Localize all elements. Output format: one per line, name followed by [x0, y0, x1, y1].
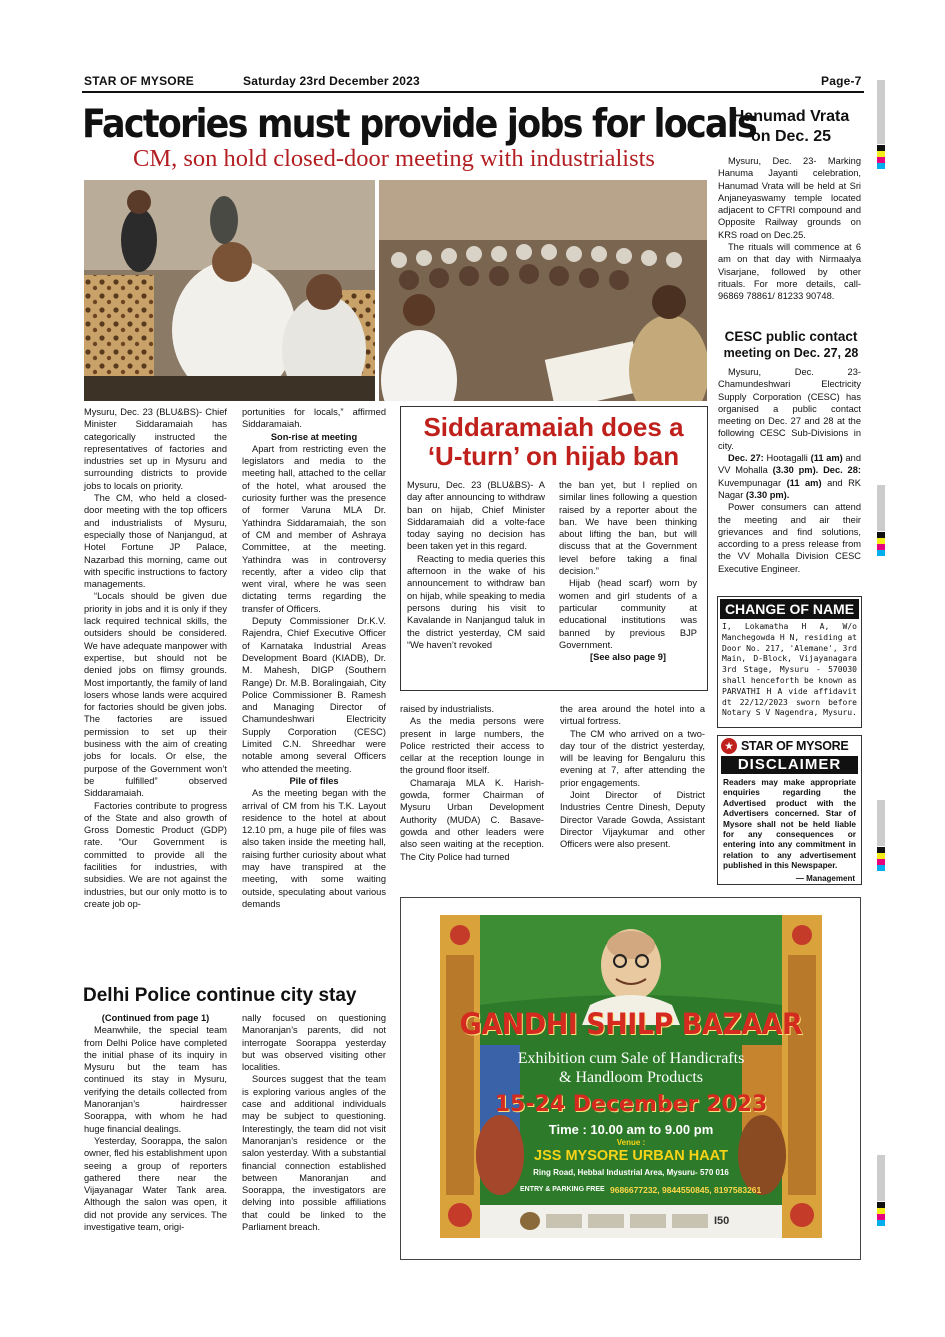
ad-title: GANDHI SHILP BAZAAR [459, 1007, 803, 1042]
cesc-d28-label: Dec. 28: [823, 465, 861, 476]
photo-audience [379, 180, 707, 401]
cesc-headline-line1: CESC public contact [724, 329, 858, 344]
cesc-d27-label: Dec. 27: [728, 453, 764, 464]
sponsor-logo-icon [588, 1214, 624, 1228]
hijab-b-p1: the ban yet, but I replied on similar lines following a question raised by a reporter about the ban. We have been thinking about lifting the ban, but will discuss that at the Government level before taking a final decision.” [559, 480, 697, 577]
lead-col1-p4: Factories contribute to progress of the State and also growth of Gross Domestic Product (GDP) rate. “Our Government is committed to provide all the facilities for industries, with subsidies. We are not against the industries, but our only motto is to create job op- [84, 800, 227, 909]
lead-headline: Factories must provide jobs for locals [82, 102, 756, 148]
ad-line2: & Handloom Products [559, 1069, 703, 1086]
lead-cont-col-b [560, 703, 705, 851]
cesc-d27-place-b: and VV Mohalla [718, 453, 861, 476]
photo-audience-image [379, 180, 707, 401]
change-of-name-body: I, Lokamatha H A, W/o Manchegowda H N, residing at Door No. 217, 'Alemane', 3rd Main, D-Block, Vijayanagara 3rd Stage, Mysuru - 570030 shall henceforth be known as PARVATHI H A vide affidavit dt 22/12/2023 sworn before Notary S V Nagendra, Mysuru. [722, 622, 857, 718]
delhi-continued-label: (Continued from page 1) [101, 1013, 210, 1023]
ad-venue-label: Venue : [616, 1138, 646, 1147]
hanumad-headline-line1: Hanumad Vrata [732, 108, 850, 125]
cesc-p2 [718, 452, 861, 501]
hijab-box [400, 406, 708, 691]
cesc-d27-time-b: (3.30 pm). [772, 465, 819, 476]
ad-time: Time : 10.00 am to 9.00 pm [548, 1122, 714, 1137]
hijab-see-also: [See also page 9] [590, 652, 666, 663]
cesc-d27-time-a: (11 am) [810, 453, 843, 464]
lead-col1-p3: “Locals should be given due priority in jobs and it is only if they lack required technical skills, the outsiders should be considered. We have adequate manpower with expertise, but should not be denied jobs on flimsy grounds. Most importantly, the family of land losers whose lands were acquired for factories should be given jobs. The factories are issued permission to set up their business with the aim of creating jobs for locals. Or else, the purpose of the Government won’t be fulfilled” observed Siddaramaiah. [84, 591, 227, 799]
sponsor-logo-icon [546, 1214, 582, 1228]
cmyk-marks-1 [877, 145, 885, 169]
cesc-p1: Mysuru, Dec. 23- Chamundeshwari Electricity Supply Corporation (CESC) has organised a public contact meeting on Dec. 27 and 28 at the following CESC Sub-Divisions in city. [718, 367, 861, 451]
cont-b-p2: The CM who arrived on a two-day tour of the district yesterday, will be leaving for Bengaluru this evening at 7, after attending the prior engagements. [560, 728, 705, 788]
delhi-a-p2: Yesterday, Soorappa, the salon owner, fled his establishment upon seeing a group of reporters gathered there near the Vijayanagar Water Tank area. Although the salon was open, it did not provide any services. The investigative team, origi- [84, 1135, 227, 1233]
sponsor-logo-icon [630, 1214, 666, 1228]
cesc-d28-time-b: (3.30 pm). [745, 489, 790, 500]
disclaimer-brand-row [718, 736, 861, 754]
ad-address: Ring Road, Hebbal Industrial Area, Mysuru- 570 016 [533, 1168, 729, 1177]
cont-a-p3: Chamaraja MLA K. Harish-gowda, former Chairman of Mysuru Urban Development Authority (MUDA) C. Basave-gowda and other leaders were also seen waiting at the reception. The City Police had turned [400, 777, 544, 862]
cmyk-marks-4 [877, 1202, 885, 1226]
lead-col2-b-p1: As the meeting began with the arrival of CM from his T.K. Layout residence to the hotel at about 12.10 pm, a huge pile of files was also taken inside the meeting hall, raising further curiosity about what may have transpired at the meeting, with some waiting outside, speculating about various demands [242, 788, 386, 909]
cont-b-p3: Joint Director of District Industries Centre Dinesh, Deputy Director Varade Gowda, Assistant Director Vijaykumar and other Officers were also present. [560, 790, 705, 850]
ad-subtitle [440, 1049, 822, 1087]
lead-cont-col-a [400, 703, 544, 863]
hijab-headline [401, 413, 706, 471]
ad-frame [400, 897, 861, 1260]
cesc-d28-place-b: and RK Nagar [718, 477, 861, 500]
paper-name: STAR OF MYSORE [84, 74, 194, 88]
ad-sponsor-logos [520, 1208, 742, 1233]
subhead-son-rise: Son-rise at meeting [270, 431, 358, 442]
delhi-col-a [84, 1012, 227, 1233]
cont-a-p1: raised by industrialists. [400, 704, 495, 714]
ad-line1: Exhibition cum Sale of Handicrafts [517, 1050, 745, 1067]
lead-col2-a-p1: Apart from restricting even the legislators and media to the meeting hall, attached to the cellar of the hotel, what aroused the curiosity further was the presence of former Varuna MLA Dr. Yathindra Siddaramaiah, the son of CM and member of Ashraya Committee, at the meeting. Yathindra was in controversy recently, after a video clip that went viral, where he was seen dictating terms regarding the transfer of Officers. [242, 443, 386, 614]
issue-date: Saturday 23rd December 2023 [243, 74, 420, 88]
photo-cm-meeting-image [84, 180, 375, 401]
print-gray-bar [877, 485, 885, 531]
hanumad-p2: The rituals will commence at 6 am on that day with Nirmaalya Visarjane, followed by other rituals. For more details, call- 96869 78861/ 81233 90748. [718, 242, 861, 302]
print-gray-bar [877, 80, 885, 144]
change-of-name-box [717, 596, 862, 728]
hanumad-headline [717, 107, 865, 147]
disclaimer-body: Readers may make appropriate enquiries regarding the Advertised product with the Advertisers concerned. Star of Mysore shall not be held liable for any consequences or entering into any commitment in relation to any advertisement published in this Newspaper. [723, 777, 856, 871]
hanumad-headline-line2: on Dec. 25 [750, 128, 832, 145]
hijab-col-b [559, 479, 697, 663]
emblem-logo-icon [520, 1212, 540, 1230]
hijab-b-p2: Hijab (head scarf) worn by women and girl students of a particular community at educational institutions was banned by previous BJP Government. [559, 578, 697, 650]
hijab-col-a [407, 479, 545, 651]
cesc-headline-line2: meeting on Dec. 27, 28 [723, 346, 859, 360]
lead-col1-p2: The CM, who held a closed-door meeting with the top officers and industrialists of Mysuru, especially those of Nanjangud, at Hotel Fortune JP Palace, Nazarbad this morning, came out with specific instructions to factory managements. [84, 493, 227, 590]
cesc-d28-time-a: (11 am) [786, 477, 822, 488]
hijab-headline-line1: Siddaramaiah does a [423, 412, 684, 442]
hijab-a-p1: Mysuru, Dec. 23 (BLU&BS)- A day after announcing to withdraw ban on hijab, Chief Minister Siddaramaiah did a volte-face today saying no decision has been taken yet in this regard. [407, 480, 545, 552]
subhead-pile-of-files: Pile of files [289, 775, 339, 786]
cesc-d27-place-a: Hootagalli [766, 453, 808, 464]
disclaimer-sign: — Management [795, 873, 855, 883]
sponsor-logo-icon [672, 1214, 708, 1228]
cont-a-p2: As the media persons were present in large numbers, the Police restricted their access to cellar at the reception lounge in the ground floor itself. [400, 716, 544, 776]
delhi-b-p1: nally focused on questioning Manoranjan’s parents, did not interrogate Soorappa yesterday but was observed visiting other localities. [242, 1013, 386, 1073]
lead-body-col1 [84, 406, 227, 910]
ad-dates: 15-24 December 2023 [494, 1092, 768, 1117]
lead-col1-p1: Mysuru, Dec. 23 (BLU&BS)- Chief Minister Siddaramaiah has categorically instructed the representatives of factories and industries set up in Mysuru and surrounding districts to provide jobs to locals on priority. [84, 407, 227, 491]
cmyk-marks-3 [877, 847, 885, 871]
delhi-a-p1: Meanwhile, the special team from Delhi Police have completed the initial phase of its inquiry in Mysuru but the team has continued its stay in Mysuru, verifying the details collected from Manoranjan’s hairdresser Soorappa, with whom he had huge financial dealings. [84, 1025, 227, 1134]
lead-subhead: CM, son hold closed-door meeting with industrialists [133, 145, 655, 172]
hanumad-body [718, 155, 861, 303]
delhi-headline: Delhi Police continue city stay [83, 985, 357, 1006]
header-rule [82, 91, 864, 93]
cesc-d28-place-a: Kuvempunagar [718, 477, 782, 488]
disclaimer-title: DISCLAIMER [721, 756, 858, 774]
print-gray-bar [877, 1155, 885, 1201]
star-of-mysore-logo-icon: ★ [721, 738, 737, 754]
cont-b-p1: the area around the hotel into a virtual fortress. [560, 704, 705, 727]
delhi-b-p2: Sources suggest that the team is exploring various angles of the case and additional individuals may be subject to questioning. Interestingly, the team did not visit Manoranjan’s residence or the salon yesterday. With a substantial financial connection established between Manoranjan and Soorappa, the investigators are delving into possible affiliations that could be linked to the Parliament breach. [242, 1074, 386, 1233]
lead-col2-a-p2: Deputy Commissioner Dr.K.V. Rajendra, Chief Executive Officer of Karnataka Industrial Areas Development Board (KIADB), Dr. M. Mahesh, DIGP (Southern Range) Dr. M.B. Boralingaiah, City Police Commissioner B. Ramesh and Managing Director of Chamundeshwari Electricity Supply Corporation (CESC) Limited C.N. Shreedhar were notable among several Officers who attended the meeting. [242, 616, 386, 774]
lead-col2-lead: portunities for locals,” affirmed Siddaramaiah. [242, 407, 386, 430]
hijab-a-p2: Reacting to media queries this afternoon in the wake of his announcement to withdraw ban on hijab, while speaking to media persons during his visit to Kavalande in Nanjangud taluk in the district yesterday, CM said “We haven’t revoked [407, 553, 545, 650]
cesc-headline [716, 328, 866, 362]
hanumad-p1: Mysuru, Dec. 23- Marking Hanuma Jayanti celebration, Hanumad Vrata will be held at Sri Anjaneyaswamy temple located adjacent to CFTRI compound and Opposite Railway grounds on KRS road on Dec.25. [718, 156, 861, 240]
gandhi-150-logo: I50 [714, 1214, 730, 1227]
disclaimer-brand: STAR OF MYSORE [741, 739, 849, 753]
cesc-body [718, 366, 861, 575]
hijab-headline-line2: ‘U-turn’ on hijab ban [427, 441, 680, 471]
change-of-name-title: CHANGE OF NAME [720, 599, 859, 619]
disclaimer-box [717, 735, 862, 885]
ad-venue: JSS MYSORE URBAN HAAT [534, 1148, 728, 1164]
print-gray-bar [877, 800, 885, 846]
ad-phones: 9686677232, 9844550845, 8197583261 [610, 1185, 762, 1195]
gandhi-shilp-bazaar-ad [440, 915, 822, 1238]
page-number: Page-7 [821, 74, 862, 88]
ad-entry: ENTRY & PARKING FREE [520, 1186, 605, 1193]
photo-cm-meeting [84, 180, 375, 401]
delhi-col-b [242, 1012, 386, 1233]
cmyk-marks-2 [877, 532, 885, 556]
lead-body-col2 [242, 406, 386, 910]
cesc-p3: Power consumers can attend the meeting and air their grievances and find solutions, according to a press release from the VV Mohalla Division CESC Executive Engineer. [718, 502, 861, 574]
